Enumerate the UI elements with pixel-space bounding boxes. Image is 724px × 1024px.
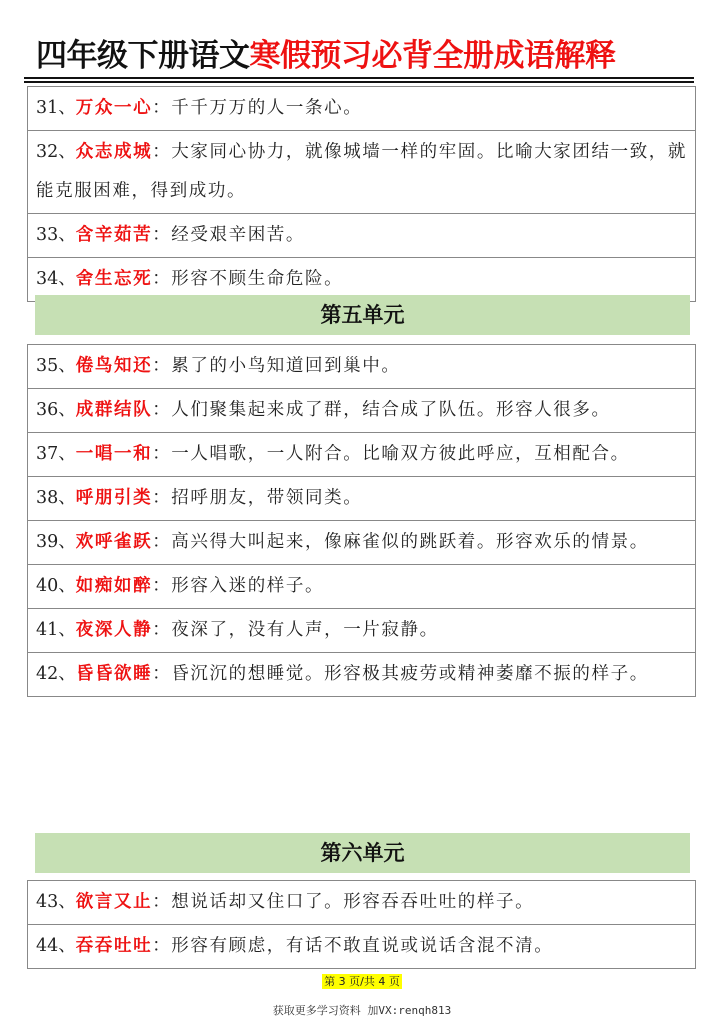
- idiom-row: 38、呼朋引类：招呼朋友，带领同类。: [28, 476, 695, 520]
- idiom-definition: 经受艰辛困苦。: [171, 225, 305, 245]
- idiom-term: 如痴如醉: [75, 576, 153, 596]
- title-red-part: 寒假预习必背全册成语解释: [249, 38, 616, 74]
- idiom-term: 成群结队: [75, 400, 153, 420]
- idiom-definition: 千千万万的人一条心。: [171, 98, 363, 118]
- idiom-term: 众志成城: [75, 142, 153, 162]
- idiom-term: 舍生忘死: [75, 269, 153, 289]
- idiom-definition: 形容入迷的样子。: [171, 576, 325, 596]
- idiom-row: 35、倦鸟知还：累了的小鸟知道回到巢中。: [36, 356, 401, 376]
- idiom-row: 34、舍生忘死：形容不顾生命危险。: [28, 257, 695, 301]
- idiom-table-unit6: [27, 880, 696, 969]
- idiom-definition: 高兴得大叫起来，像麻雀似的跳跃着。形容欢乐的情景。: [171, 532, 649, 552]
- page-title: [36, 36, 686, 76]
- idiom-term: 含辛茹苦: [75, 225, 153, 245]
- idiom-definition: 夜深了，没有人声，一片寂静。: [171, 620, 439, 640]
- idiom-row: 44、吞吞吐吐：形容有顾虑，有话不敢直说或说话含混不清。: [28, 924, 695, 968]
- idiom-definition: 形容不顾生命危险。: [171, 269, 344, 289]
- idiom-definition: 大家同心协力，就像城墙一样的牢固。比喻大家团结一致，就能克服困难，得到成功。: [36, 142, 687, 201]
- title-black-part: 四年级下册语文: [36, 38, 250, 74]
- unit-heading-6: 第六单元: [35, 833, 690, 873]
- idiom-table-unit4: [27, 86, 696, 302]
- idiom-row: 43、欲言又止：想说话却又住口了。形容吞吞吐吐的样子。: [36, 892, 535, 912]
- idiom-row: 41、夜深人静：夜深了，没有人声，一片寂静。: [28, 608, 695, 652]
- idiom-term: 夜深人静: [75, 620, 153, 640]
- idiom-definition: 想说话却又住口了。形容吞吞吐吐的样子。: [171, 892, 535, 912]
- title-underline: [24, 77, 694, 79]
- footer-note: 获取更多学习资料 加VX:renqh813: [272, 1004, 452, 1017]
- title-underline-2: [24, 81, 694, 83]
- idiom-table-unit5: [27, 344, 696, 697]
- idiom-row: 32、众志成城：大家同心协力，就像城墙一样的牢固。比喻大家团结一致，就能克服困难，得到成功。: [28, 130, 695, 213]
- idiom-row: 33、含辛茹苦：经受艰辛困苦。: [28, 213, 695, 257]
- idiom-definition: 形容有顾虑，有话不敢直说或说话含混不清。: [171, 936, 554, 956]
- idiom-term: 万众一心: [75, 98, 153, 118]
- unit-heading-5: 第五单元: [35, 295, 690, 335]
- idiom-definition: 累了的小鸟知道回到巢中。: [171, 356, 401, 376]
- idiom-definition: 昏沉沉的想睡觉。形容极其疲劳或精神萎靡不振的样子。: [171, 664, 649, 684]
- idiom-term: 呼朋引类: [75, 488, 153, 508]
- idiom-definition: 招呼朋友，带领同类。: [171, 488, 363, 508]
- idiom-definition: 人们聚集起来成了群，结合成了队伍。形容人很多。: [171, 400, 611, 420]
- idiom-row: 31、万众一心：千千万万的人一条心。: [36, 98, 363, 118]
- idiom-row: 37、一唱一和：一人唱歌，一人附合。比喻双方彼此呼应，互相配合。: [28, 432, 695, 476]
- idiom-term: 吞吞吐吐: [75, 936, 153, 956]
- idiom-term: 昏昏欲睡: [75, 664, 153, 684]
- idiom-row: 42、昏昏欲睡：昏沉沉的想睡觉。形容极其疲劳或精神萎靡不振的样子。: [28, 652, 695, 696]
- idiom-definition: 一人唱歌，一人附合。比喻双方彼此呼应，互相配合。: [171, 444, 630, 464]
- idiom-row: 39、欢呼雀跃：高兴得大叫起来，像麻雀似的跳跃着。形容欢乐的情景。: [28, 520, 695, 564]
- idiom-term: 欢呼雀跃: [75, 532, 153, 552]
- idiom-row: 40、如痴如醉：形容入迷的样子。: [28, 564, 695, 608]
- idiom-row: 36、成群结队：人们聚集起来成了群，结合成了队伍。形容人很多。: [28, 388, 695, 432]
- idiom-term: 倦鸟知还: [75, 356, 153, 376]
- page-indicator: 第 3 页/共 4 页: [324, 975, 400, 988]
- idiom-term: 欲言又止: [75, 892, 153, 912]
- idiom-term: 一唱一和: [75, 444, 153, 464]
